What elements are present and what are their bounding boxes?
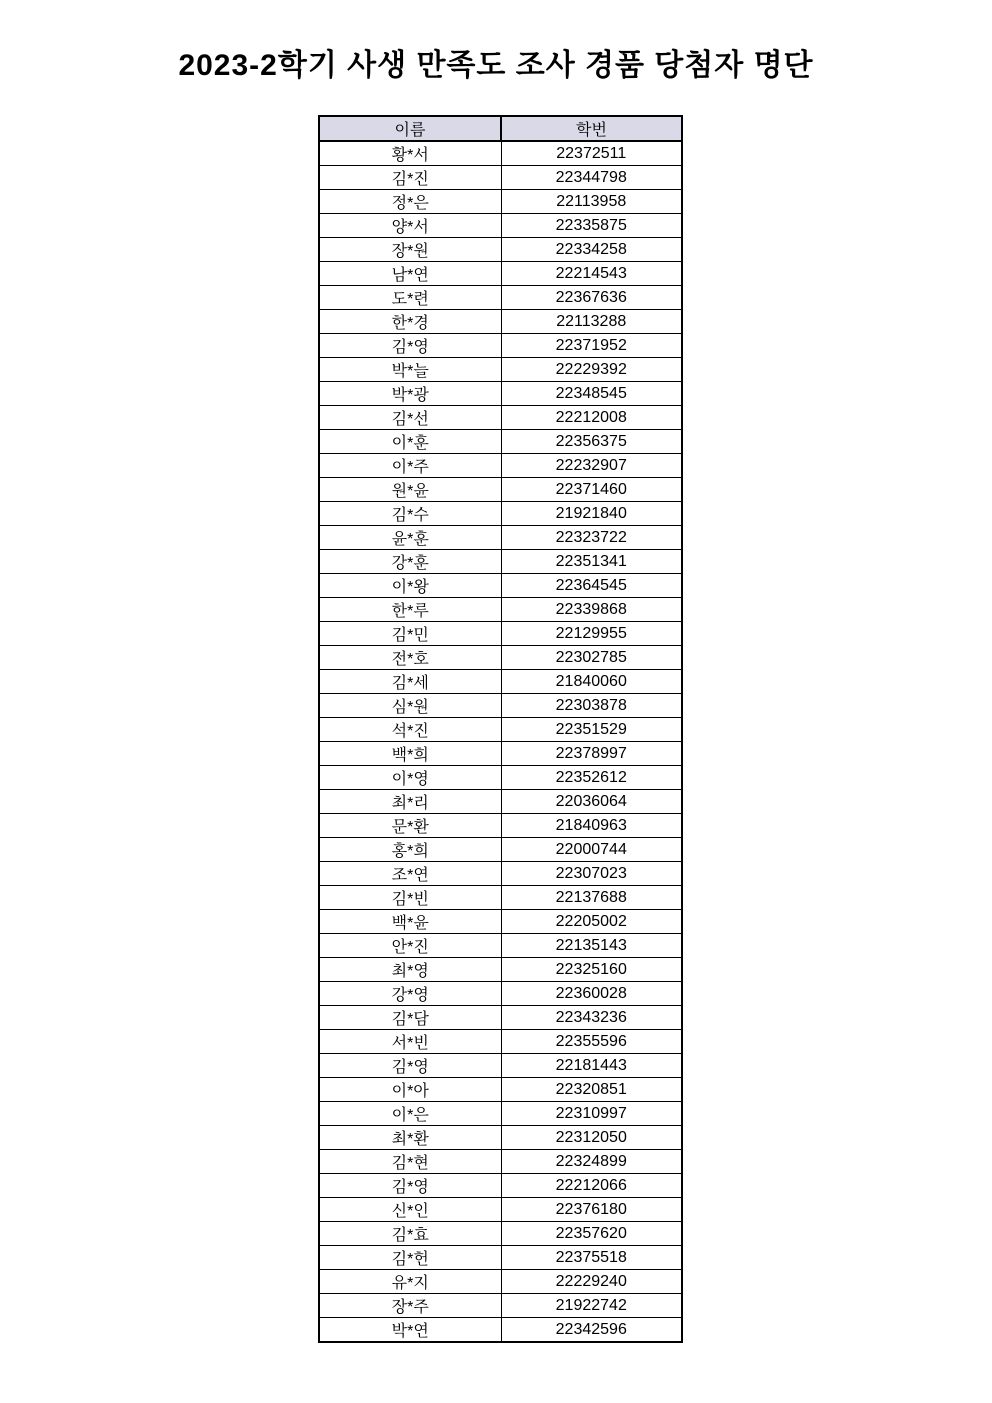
student-id-cell: 22351341 <box>501 550 682 574</box>
student-id-cell: 22339868 <box>501 598 682 622</box>
student-id-cell: 22310997 <box>501 1102 682 1126</box>
name-cell: 김*민 <box>319 622 501 646</box>
student-id-cell: 21921840 <box>501 502 682 526</box>
name-cell: 장*주 <box>319 1294 501 1318</box>
name-cell: 한*루 <box>319 598 501 622</box>
name-cell: 양*서 <box>319 214 501 238</box>
table-row <box>319 694 682 718</box>
name-cell: 최*환 <box>319 1126 501 1150</box>
student-id-cell: 22344798 <box>501 166 682 190</box>
table-row <box>319 790 682 814</box>
student-id-cell: 22113958 <box>501 190 682 214</box>
table-row <box>319 814 682 838</box>
table-row <box>319 550 682 574</box>
name-cell: 장*원 <box>319 238 501 262</box>
name-cell: 이*왕 <box>319 574 501 598</box>
table-row <box>319 1150 682 1174</box>
student-id-cell: 22372511 <box>501 141 682 166</box>
student-id-cell: 21840060 <box>501 670 682 694</box>
table-header <box>319 116 682 141</box>
name-cell: 이*훈 <box>319 430 501 454</box>
student-id-cell: 22212008 <box>501 406 682 430</box>
name-cell: 조*연 <box>319 862 501 886</box>
name-cell: 김*영 <box>319 1054 501 1078</box>
student-id-cell: 22212066 <box>501 1174 682 1198</box>
name-cell: 김*현 <box>319 1150 501 1174</box>
table-row <box>319 766 682 790</box>
student-id-cell: 22312050 <box>501 1126 682 1150</box>
name-cell: 백*희 <box>319 742 501 766</box>
name-cell: 강*훈 <box>319 550 501 574</box>
table-row <box>319 526 682 550</box>
table-row <box>319 1102 682 1126</box>
name-cell: 김*헌 <box>319 1246 501 1270</box>
table-row <box>319 238 682 262</box>
student-id-cell: 22376180 <box>501 1198 682 1222</box>
student-id-cell: 22324899 <box>501 1150 682 1174</box>
table-row <box>319 670 682 694</box>
name-cell: 신*인 <box>319 1198 501 1222</box>
name-cell: 이*영 <box>319 766 501 790</box>
table-row <box>319 1054 682 1078</box>
name-cell: 심*원 <box>319 694 501 718</box>
page-title: 2023-2학기 사생 만족도 조사 경품 당첨자 명단 <box>178 49 814 82</box>
student-id-cell: 22357620 <box>501 1222 682 1246</box>
name-cell: 원*윤 <box>319 478 501 502</box>
table-row <box>319 478 682 502</box>
student-id-cell: 22371460 <box>501 478 682 502</box>
table-row <box>319 141 682 166</box>
table-row <box>319 622 682 646</box>
table-row <box>319 358 682 382</box>
table-row <box>319 838 682 862</box>
name-cell: 박*연 <box>319 1318 501 1343</box>
student-id-cell: 22214543 <box>501 262 682 286</box>
table-row <box>319 1174 682 1198</box>
student-id-cell: 22356375 <box>501 430 682 454</box>
student-id-cell: 22352612 <box>501 766 682 790</box>
student-id-cell: 22364545 <box>501 574 682 598</box>
table-row <box>319 1126 682 1150</box>
student-id-cell: 22351529 <box>501 718 682 742</box>
table-row <box>319 382 682 406</box>
name-cell: 김*수 <box>319 502 501 526</box>
student-id-cell: 22323722 <box>501 526 682 550</box>
name-cell: 석*진 <box>319 718 501 742</box>
student-id-cell: 22343236 <box>501 1006 682 1030</box>
table-row <box>319 334 682 358</box>
table-row <box>319 262 682 286</box>
student-id-cell: 22205002 <box>501 910 682 934</box>
name-cell: 김*빈 <box>319 886 501 910</box>
name-cell: 최*영 <box>319 958 501 982</box>
table-row <box>319 1078 682 1102</box>
student-id-cell: 22348545 <box>501 382 682 406</box>
name-cell: 박*광 <box>319 382 501 406</box>
student-id-cell: 22229240 <box>501 1270 682 1294</box>
table-row <box>319 1246 682 1270</box>
name-cell: 김*영 <box>319 334 501 358</box>
table-row <box>319 502 682 526</box>
student-id-cell: 21840963 <box>501 814 682 838</box>
table-row <box>319 1198 682 1222</box>
table-row <box>319 934 682 958</box>
name-cell: 황*서 <box>319 141 501 166</box>
student-id-cell: 22371952 <box>501 334 682 358</box>
table-row <box>319 1318 682 1343</box>
table-row <box>319 1270 682 1294</box>
table-row <box>319 406 682 430</box>
header-row <box>319 116 682 141</box>
student-id-cell: 22137688 <box>501 886 682 910</box>
table-row <box>319 598 682 622</box>
table-row <box>319 1222 682 1246</box>
name-cell: 김*효 <box>319 1222 501 1246</box>
name-cell: 이*은 <box>319 1102 501 1126</box>
student-id-cell: 22378997 <box>501 742 682 766</box>
name-cell: 정*은 <box>319 190 501 214</box>
name-cell: 박*늘 <box>319 358 501 382</box>
name-cell: 홍*희 <box>319 838 501 862</box>
student-id-cell: 22229392 <box>501 358 682 382</box>
name-cell: 이*아 <box>319 1078 501 1102</box>
table-row <box>319 310 682 334</box>
name-cell: 안*진 <box>319 934 501 958</box>
table-row <box>319 166 682 190</box>
name-cell: 도*련 <box>319 286 501 310</box>
name-cell: 전*호 <box>319 646 501 670</box>
student-id-cell: 22360028 <box>501 982 682 1006</box>
name-cell: 남*연 <box>319 262 501 286</box>
student-id-cell: 22232907 <box>501 454 682 478</box>
column-header-student-id: 학번 <box>501 116 682 141</box>
name-cell: 문*환 <box>319 814 501 838</box>
table-row <box>319 862 682 886</box>
student-id-cell: 22325160 <box>501 958 682 982</box>
name-cell: 김*진 <box>319 166 501 190</box>
table-row <box>319 910 682 934</box>
name-cell: 강*영 <box>319 982 501 1006</box>
student-id-cell: 22320851 <box>501 1078 682 1102</box>
table-row <box>319 430 682 454</box>
table-row <box>319 454 682 478</box>
table-row <box>319 574 682 598</box>
student-id-cell: 22000744 <box>501 838 682 862</box>
table-body <box>319 141 682 1342</box>
column-header-name: 이름 <box>319 116 501 141</box>
name-cell: 김*영 <box>319 1174 501 1198</box>
name-cell: 최*리 <box>319 790 501 814</box>
table-row <box>319 214 682 238</box>
name-cell: 유*지 <box>319 1270 501 1294</box>
table-row <box>319 190 682 214</box>
student-id-cell: 22302785 <box>501 646 682 670</box>
student-id-cell: 22355596 <box>501 1030 682 1054</box>
name-cell: 김*담 <box>319 1006 501 1030</box>
name-cell: 김*세 <box>319 670 501 694</box>
student-id-cell: 22135143 <box>501 934 682 958</box>
name-cell: 백*윤 <box>319 910 501 934</box>
name-cell: 서*빈 <box>319 1030 501 1054</box>
winners-table <box>318 115 683 1343</box>
student-id-cell: 22036064 <box>501 790 682 814</box>
name-cell: 이*주 <box>319 454 501 478</box>
name-cell: 한*경 <box>319 310 501 334</box>
table-row <box>319 982 682 1006</box>
student-id-cell: 22303878 <box>501 694 682 718</box>
student-id-cell: 22367636 <box>501 286 682 310</box>
student-id-cell: 22181443 <box>501 1054 682 1078</box>
table-row <box>319 1006 682 1030</box>
student-id-cell: 22375518 <box>501 1246 682 1270</box>
student-id-cell: 22129955 <box>501 622 682 646</box>
table-row <box>319 958 682 982</box>
student-id-cell: 21922742 <box>501 1294 682 1318</box>
student-id-cell: 22113288 <box>501 310 682 334</box>
student-id-cell: 22334258 <box>501 238 682 262</box>
student-id-cell: 22307023 <box>501 862 682 886</box>
table-row <box>319 646 682 670</box>
table-row <box>319 718 682 742</box>
name-cell: 윤*훈 <box>319 526 501 550</box>
student-id-cell: 22342596 <box>501 1318 682 1343</box>
table-row <box>319 742 682 766</box>
table-row <box>319 886 682 910</box>
table-row <box>319 1030 682 1054</box>
table-row <box>319 286 682 310</box>
table-row <box>319 1294 682 1318</box>
student-id-cell: 22335875 <box>501 214 682 238</box>
name-cell: 김*선 <box>319 406 501 430</box>
